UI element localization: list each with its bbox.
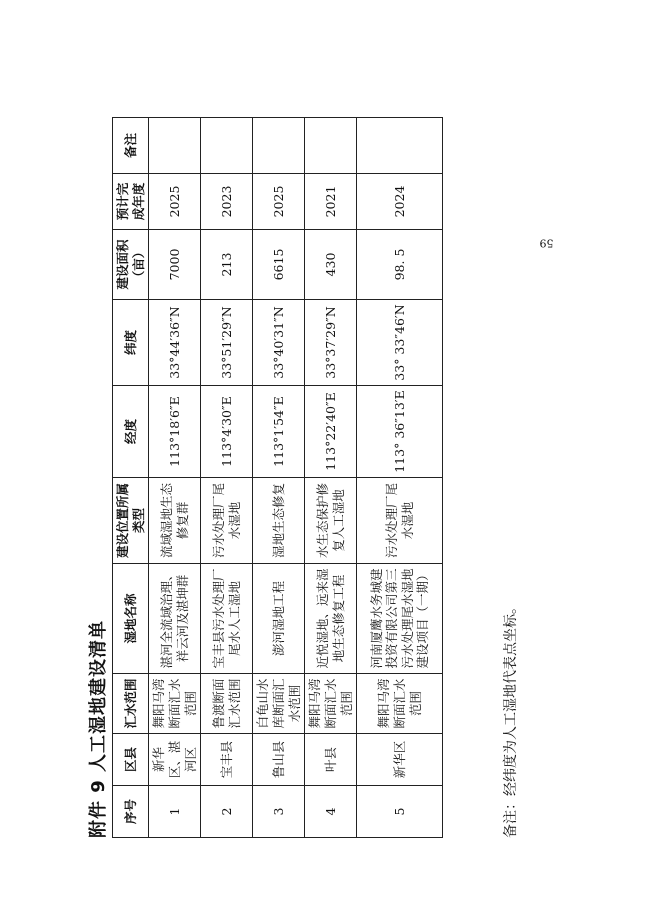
table-cell [357, 118, 443, 174]
table-cell: 舞阳马湾断面汇水范围 [305, 674, 357, 734]
header-cell: 区县 [113, 734, 149, 786]
table-row [253, 118, 305, 838]
table-cell: 流域湿地生态修复群 [149, 478, 201, 564]
table-cell: 113°1′54″E [253, 386, 305, 478]
table-cell: 舞阳马湾断面汇水范围 [357, 674, 443, 734]
table-cell: 113° 36″13′E [357, 386, 443, 478]
header-cell: 序号 [113, 786, 149, 838]
table-cell: 宝丰县 [201, 734, 253, 786]
rotated-content [80, 90, 554, 850]
table-cell: 113°18′6″E [149, 386, 201, 478]
table-cell: 鲁山县 [253, 734, 305, 786]
page-title: 附件 9 人工湿地建设清单 [88, 619, 109, 838]
table-row [305, 118, 357, 838]
table-cell: 舞阳马湾断面汇水范围 [149, 674, 201, 734]
table-row [201, 118, 253, 838]
table-cell [305, 118, 357, 174]
wetland-table [112, 117, 443, 838]
table-cell [253, 118, 305, 174]
table-cell: 湛河全流域治理、祥云河及湛坤群 [149, 564, 201, 674]
table-cell: 33°51′29″N [201, 300, 253, 386]
table-cell: 污水处理厂尾水湿地 [201, 478, 253, 564]
table-cell: 6615 [253, 230, 305, 300]
table-cell: 叶县 [305, 734, 357, 786]
table-cell: 430 [305, 230, 357, 300]
table-cell: 污水处理厂尾水湿地 [357, 478, 443, 564]
table-row [149, 118, 201, 838]
table-cell: 7000 [149, 230, 201, 300]
table-cell: 33° 33″46′N [357, 300, 443, 386]
table-header-row [113, 118, 149, 838]
table-cell: 白龟山水库断面汇水范围 [253, 674, 305, 734]
header-cell: 湿地名称 [113, 564, 149, 674]
header-cell: 汇水范围 [113, 674, 149, 734]
header-cell: 预计完成年度 [113, 174, 149, 230]
header-cell: 纬度 [113, 300, 149, 386]
table-cell: 113°22′40″E [305, 386, 357, 478]
header-cell: 经度 [113, 386, 149, 478]
table-cell: 33°40′31″N [253, 300, 305, 386]
table-cell: 河南厦鹰水务城建投资有限公司第三污水处理尾水湿地建设项目（一期） [357, 564, 443, 674]
header-cell: 建设面积（亩） [113, 230, 149, 300]
table-cell [149, 118, 201, 174]
table-cell: 2 [201, 786, 253, 838]
table-cell [201, 118, 253, 174]
table-cell: 澎河湿地工程 [253, 564, 305, 674]
table-cell: 1 [149, 786, 201, 838]
table-note: 备注：经纬度为人工湿地代表点坐标。 [503, 600, 519, 838]
table-cell: 113°4′30″E [201, 386, 253, 478]
table-cell: 2025 [253, 174, 305, 230]
table-cell: 鲁渡断面汇水范围 [201, 674, 253, 734]
table-cell: 98. 5 [357, 230, 443, 300]
table-cell: 5 [357, 786, 443, 838]
table-cell: 33°37′29″N [305, 300, 357, 386]
table-cell: 宝丰县污水处理厂尾水人工湿地 [201, 564, 253, 674]
table-cell: 4 [305, 786, 357, 838]
table-cell: 水生态保护修复人工湿地 [305, 478, 357, 564]
table-cell: 2021 [305, 174, 357, 230]
table-row [357, 118, 443, 838]
table-cell: 2023 [201, 174, 253, 230]
table-cell: 新华区 [357, 734, 443, 786]
table-cell: 33°44′36″N [149, 300, 201, 386]
table-cell: 湿地生态修复 [253, 478, 305, 564]
table-cell: 213 [201, 230, 253, 300]
table-cell: 3 [253, 786, 305, 838]
table-cell: 2025 [149, 174, 201, 230]
header-cell: 备注 [113, 118, 149, 174]
table-cell: 新华区、湛河区 [149, 734, 201, 786]
header-cell: 建设位置所属类型 [113, 478, 149, 564]
table-cell: 2024 [357, 174, 443, 230]
page-number: 59 [539, 236, 554, 250]
table-cell: 近悦湿地、远来湿地生态修复工程 [305, 564, 357, 674]
